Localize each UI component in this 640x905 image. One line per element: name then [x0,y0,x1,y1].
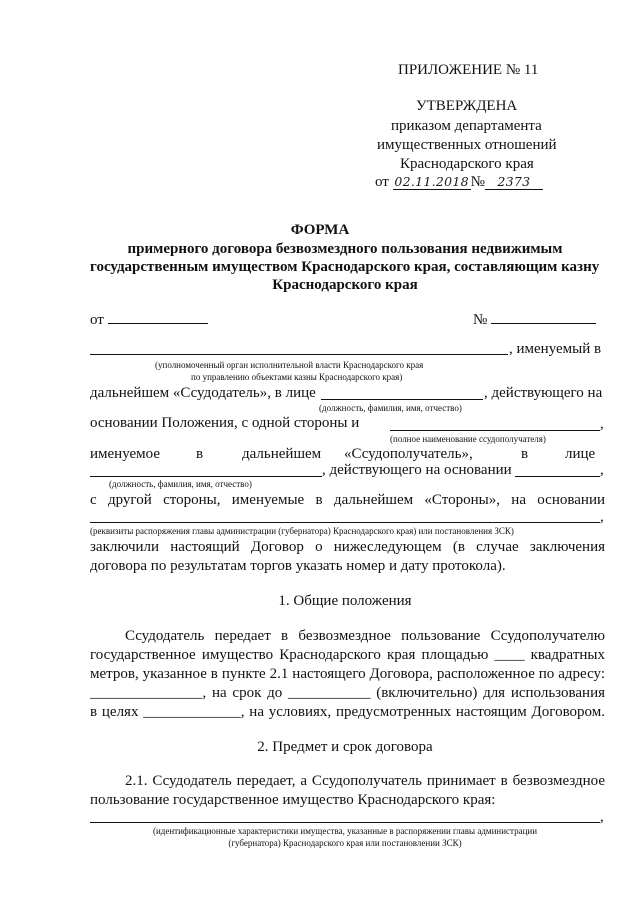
section-1-p5: в целях _____________, на условиях, предусмотренных настоящим Договором. [90,704,605,720]
section-2-p1: 2.1. Ссудодатель передает, а Ссудополучатель принимает в безвозмездное [125,773,605,789]
note-position-2: (должность, фамилия, имя, отчество) [109,479,252,489]
named-word-5: в [521,446,529,462]
contract-date-row [90,311,208,329]
comma-2: , [600,462,604,478]
note-requisites: (реквизиты распоряжения главы администрации (губернатора) Краснодарского края) или постановления ЗСК) [90,526,514,536]
lender-representative-field[interactable] [321,385,483,400]
number-sign: № [470,174,485,190]
lender-name-field[interactable] [90,340,508,355]
comma-3: , [600,509,604,525]
note-borrower: (полное наименование ссудополучателя) [390,434,546,444]
approved-date-line [375,174,543,191]
number-label: № [473,312,488,328]
comma-1: , [600,416,604,432]
approved-line-1: приказом департамента [391,118,542,134]
note-lender-2: по управлению объектами казны Краснодарского края) [191,372,403,382]
borrower-basis-field[interactable] [515,462,600,477]
appendix-label: ПРИЛОЖЕНИЕ № 11 [398,62,539,78]
named-word-2: в [196,446,204,462]
borrower-representative-field[interactable] [90,462,322,477]
named-word-1: именуемое [90,446,160,462]
handwritten-date: 02.11.2018 [394,174,469,189]
note-position: (должность, фамилия, имя, отчество) [319,403,462,413]
note-lender-1: (уполномоченный орган исполнительной власти Краснодарского края [155,360,424,370]
date-from-label: от [90,312,104,328]
named-word-4: «Ссудополучатель», [344,446,473,462]
section-2-heading: 2. Предмет и срок договора [257,739,433,755]
contract-number-row [473,311,596,329]
approved-line-2: имущественных отношений [377,137,557,153]
title-line-3: Краснодарского края [272,277,418,293]
approved-line-3: Краснодарского края [400,156,534,172]
concluded-line-1: заключили настоящий Договор о нижеследующем (в случае заключения [90,539,605,555]
concluded-line-2: договора по результатам торгов указать номер и дату протокола). [90,558,506,574]
number-field[interactable] [491,311,596,324]
section-1-p2: государственное имущество Краснодарского края площадью ____ квадратных [90,647,605,663]
handwritten-number: 2373 [485,174,543,190]
section-1-p4: _______________, на срок до ___________ (включительно) для использования [90,685,605,701]
title-line-2: государственным имуществом Краснодарского края, составляющим казну [90,259,600,275]
section-2-note-2: (губернатора) Краснодарского края или постановлении ЗСК) [228,838,462,848]
named-word-3: дальнейшем [242,446,322,462]
section-1-heading: 1. Общие положения [278,593,412,609]
approved-label: УТВЕРЖДЕНА [416,98,518,114]
acting-basis-text: , действующего на основании [322,462,512,478]
line-basis: основании Положения, с одной стороны и [90,415,360,431]
other-side-line: с другой стороны, именуемые в дальнейшем «Стороны», на основании [90,492,605,508]
named-word-6: лице [565,446,596,462]
property-characteristics-field[interactable] [90,808,600,823]
line-further: дальнейшем «Ссудодатель», в лице [90,385,316,401]
section-1-p1: Ссудодатель передает в безвозмездное пользование Ссудополучателю [125,628,605,644]
section-1-p3: метров, указанное в пункте 2.1 настоящего Договора, расположенное по адресу: [90,666,605,682]
section-2-p2: пользование государственное имущество Краснодарского края: [90,792,496,808]
title-line-1: примерного договора безвозмездного пользования недвижимым [127,241,563,257]
acting-on-text: , действующего на [484,385,603,401]
requisites-field[interactable] [90,508,600,523]
date-field[interactable] [108,311,208,324]
borrower-name-field[interactable] [390,416,600,431]
form-title: ФОРМА [290,222,350,238]
section-2-note-1: (идентификационные характеристики имущества, указанные в распоряжении главы администрации [152,826,538,836]
comma-4: , [600,809,604,825]
named-text: , именуемый в [509,341,602,357]
from-prefix: от [375,174,389,190]
